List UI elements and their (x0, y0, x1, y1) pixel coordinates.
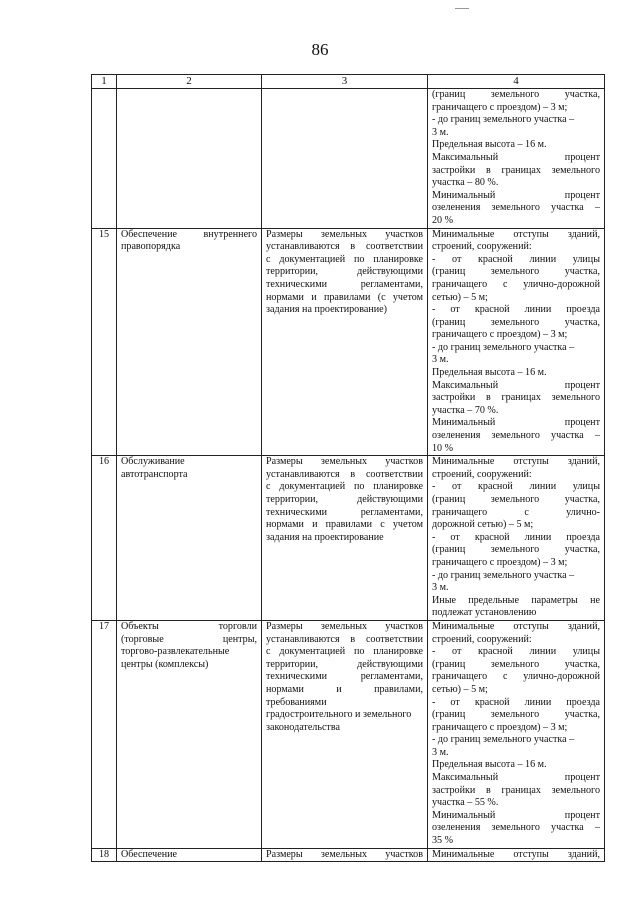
text-line: - от красной линии проезда (432, 531, 600, 543)
text-line: Обслуживание (121, 456, 185, 468)
header-row (92, 75, 605, 89)
parameters-cell (428, 89, 605, 229)
plot-size-cell (262, 228, 428, 456)
table-body (92, 75, 605, 862)
text-line: техническими регламентами, (266, 506, 423, 518)
text-line: - до границ земельного участка – (432, 341, 575, 353)
text-line: участка – 80 %. (432, 177, 499, 189)
text-line: задания на проектирование) (266, 304, 387, 316)
row-number: 17 (92, 620, 117, 848)
text-line: Размеры земельных участков (266, 620, 423, 632)
text-line: 20 % (432, 214, 454, 226)
text-line: граничащего с улично- (432, 506, 600, 518)
text-line: - от красной линии улицы (432, 646, 600, 658)
text-line: граничащего с проездом) – 3 м; (432, 721, 568, 733)
text-line: - от красной линии улицы (432, 253, 600, 265)
text-line: правопорядка (121, 241, 181, 253)
text-line: 3 м. (432, 582, 449, 594)
text-line: территории, действующими (266, 494, 423, 505)
row-number: 16 (92, 456, 117, 621)
text-line: Максимальный процент (432, 772, 600, 784)
text-line: участка – 55 %. (432, 797, 499, 809)
use-name-cell (117, 848, 262, 862)
text-line: Минимальный процент (432, 189, 600, 201)
parameters-cell (428, 620, 605, 848)
text-line: 3 м. (432, 746, 449, 758)
text-line: Минимальные отступы зданий, (432, 228, 600, 240)
text-line: градостроительного и земельного (266, 709, 412, 721)
text-line: 35 % (432, 835, 454, 847)
plot-size-cell (262, 620, 428, 848)
text-line: территории, действующими (266, 658, 423, 670)
text-line: Предельная высота – 16 м. (432, 139, 547, 151)
text-line: 3 м. (432, 354, 449, 366)
text-line: устанавливаются в соответствии (266, 633, 423, 645)
text-line: строений, сооружений: (432, 633, 532, 645)
text-line: Размеры земельных участков (266, 228, 423, 240)
text-line: с документацией по планировке (266, 646, 423, 658)
text-line: подлежат установлению (432, 607, 537, 619)
text-line: нормами и правилами (с учетом (266, 291, 423, 303)
text-line: (границ земельного участка, (432, 494, 600, 505)
text-line: сетью) – 5 м; (432, 291, 488, 303)
text-line: устанавливаются в соответствии (266, 241, 423, 253)
text-line: торгово-развлекательные (121, 646, 230, 658)
text-line: техническими регламентами, (266, 278, 423, 290)
text-line: Максимальный процент (432, 379, 600, 391)
header-cell-2: 2 (117, 75, 262, 89)
text-line: озеленения земельного участка – (432, 430, 600, 442)
header-cell-3: 3 (262, 75, 428, 89)
text-line: Минимальные отступы зданий, (432, 456, 600, 468)
table-row (92, 89, 605, 229)
row-number: 15 (92, 228, 117, 456)
text-line: дорожной сетью) – 5 м; (432, 519, 534, 531)
text-line: нормами и правилами с учетом (266, 519, 423, 531)
text-line: Объекты торговли (121, 620, 257, 632)
text-line: Минимальный процент (432, 417, 600, 429)
text-line: (границ земельного участка, (432, 709, 600, 721)
text-line: (границ земельного участка, (432, 89, 600, 100)
text-line: Обеспечение (121, 848, 177, 860)
text-line: граничащего с улично-дорожной (432, 278, 600, 290)
parameters-cell (428, 228, 605, 456)
text-line: Обеспечение внутреннего (121, 228, 257, 240)
text-line: застройки в границах земельного (432, 784, 600, 796)
text-line: автотранспорта (121, 468, 188, 480)
text-line: задания на проектирование (266, 531, 384, 543)
text-line: с документацией по планировке (266, 253, 423, 265)
text-line: - до границ земельного участка – (432, 734, 575, 746)
text-line: Максимальный процент (432, 151, 600, 163)
use-name-cell (117, 456, 262, 621)
text-line: застройки в границах земельного (432, 164, 600, 176)
text-line: Предельная высота – 16 м. (432, 367, 547, 379)
text-line: Размеры земельных участков (266, 848, 423, 860)
text-line: участка – 70 %. (432, 404, 499, 416)
header-cell-4: 4 (428, 75, 605, 89)
page-number: 86 (311, 40, 329, 59)
text-line: 10 % (432, 442, 454, 454)
text-line: центры (комплексы) (121, 658, 209, 670)
text-line: граничащего с улично-дорожной (432, 671, 600, 683)
text-line: нормами и правилами, (266, 683, 423, 695)
table-row (92, 620, 605, 848)
text-line: строений, сооружений: (432, 468, 532, 480)
text-line: Иные предельные параметры не (432, 594, 600, 606)
use-name-cell (117, 228, 262, 456)
text-line: - от красной линии проезда (432, 304, 600, 316)
regulations-table (91, 74, 605, 862)
text-line: Минимальный процент (432, 809, 600, 821)
text-line: территории, действующими (266, 266, 423, 278)
text-line: (границ земельного участка, (432, 316, 600, 328)
text-line: Предельная высота – 16 м. (432, 759, 547, 771)
text-line: граничащего с проездом) – 3 м; (432, 101, 568, 113)
text-line: 3 м. (432, 126, 449, 138)
text-line: устанавливаются в соответствии (266, 468, 423, 480)
text-line: техническими регламентами, (266, 671, 423, 683)
plot-size-cell (262, 456, 428, 621)
text-line: граничащего с проездом) – 3 м; (432, 329, 568, 341)
use-name-cell (117, 89, 262, 229)
text-line: законодательства (266, 721, 340, 733)
text-line: - до границ земельного участка – (432, 569, 575, 581)
top-mark (455, 8, 469, 9)
text-line: требованиями (266, 696, 327, 708)
header-cell-1: 1 (92, 75, 117, 89)
table-row (92, 456, 605, 621)
text-line: - до границ земельного участка – (432, 114, 575, 126)
row-number (92, 89, 117, 229)
use-name-cell (117, 620, 262, 848)
text-line: с документацией по планировке (266, 481, 423, 493)
text-line: озеленения земельного участка – (432, 202, 600, 214)
text-line: сетью) – 5 м; (432, 683, 488, 695)
table-row (92, 228, 605, 456)
row-number: 18 (92, 848, 117, 862)
parameters-cell (428, 848, 605, 862)
text-line: Минимальные отступы зданий, (432, 620, 600, 632)
text-line: - от красной линии улицы (432, 481, 600, 493)
text-line: (границ земельного участка, (432, 266, 600, 278)
text-line: озеленения земельного участка – (432, 822, 600, 834)
table-row (92, 848, 605, 862)
plot-size-cell (262, 89, 428, 229)
text-line: застройки в границах земельного (432, 392, 600, 404)
text-line: граничащего с проездом) – 3 м; (432, 556, 568, 568)
text-line: - от красной линии проезда (432, 696, 600, 708)
text-line: Размеры земельных участков (266, 456, 423, 468)
text-line: строений, сооружений: (432, 241, 532, 253)
plot-size-cell (262, 848, 428, 862)
parameters-cell (428, 456, 605, 621)
text-line: Минимальные отступы зданий, (432, 848, 600, 860)
text-line: (границ земельного участка, (432, 544, 600, 556)
text-line: (торговые центры, (121, 633, 257, 645)
text-line: (границ земельного участка, (432, 658, 600, 670)
